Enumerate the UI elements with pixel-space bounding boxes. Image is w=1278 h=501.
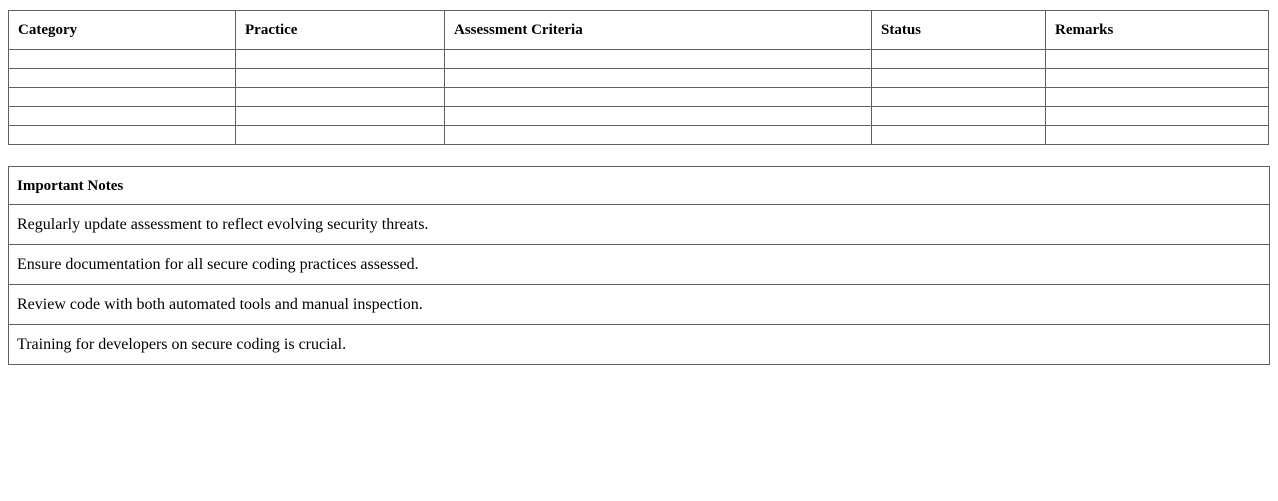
notes-table: [8, 166, 1270, 365]
empty-row: [9, 69, 1269, 88]
empty-row: [9, 107, 1269, 126]
empty-cell: [236, 69, 445, 88]
empty-cell: [1046, 126, 1269, 145]
empty-cell: [872, 107, 1046, 126]
notes-header: Important Notes: [9, 167, 1270, 205]
note-cell: Regularly update assessment to reflect evolving security threats.: [9, 205, 1270, 245]
empty-cell: [9, 50, 236, 69]
assessment-header-row: [9, 11, 1269, 50]
column-header-category: Category: [9, 11, 236, 50]
note-row: [9, 205, 1270, 245]
empty-cell: [445, 88, 872, 107]
note-cell: Training for developers on secure coding is crucial.: [9, 325, 1270, 365]
notes-header-row: [9, 167, 1270, 205]
empty-cell: [236, 107, 445, 126]
empty-cell: [9, 126, 236, 145]
empty-row: [9, 88, 1269, 107]
empty-cell: [872, 69, 1046, 88]
column-header-practice: Practice: [236, 11, 445, 50]
empty-cell: [872, 88, 1046, 107]
note-cell: Ensure documentation for all secure coding practices assessed.: [9, 245, 1270, 285]
empty-row: [9, 126, 1269, 145]
empty-cell: [236, 50, 445, 69]
assessment-table: [8, 10, 1269, 145]
note-row: [9, 245, 1270, 285]
empty-cell: [445, 126, 872, 145]
empty-cell: [9, 107, 236, 126]
empty-cell: [872, 126, 1046, 145]
note-row: [9, 285, 1270, 325]
note-row: [9, 325, 1270, 365]
empty-cell: [445, 107, 872, 126]
empty-cell: [236, 88, 445, 107]
empty-cell: [1046, 69, 1269, 88]
empty-cell: [1046, 50, 1269, 69]
empty-cell: [9, 88, 236, 107]
empty-cell: [1046, 88, 1269, 107]
empty-cell: [445, 69, 872, 88]
column-header-assessment-criteria: Assessment Criteria: [445, 11, 872, 50]
empty-cell: [9, 69, 236, 88]
empty-cell: [445, 50, 872, 69]
empty-cell: [1046, 107, 1269, 126]
note-cell: Review code with both automated tools and manual inspection.: [9, 285, 1270, 325]
assessment-empty-rows: [9, 50, 1269, 145]
empty-cell: [236, 126, 445, 145]
empty-row: [9, 50, 1269, 69]
column-header-remarks: Remarks: [1046, 11, 1269, 50]
empty-cell: [872, 50, 1046, 69]
column-header-status: Status: [872, 11, 1046, 50]
